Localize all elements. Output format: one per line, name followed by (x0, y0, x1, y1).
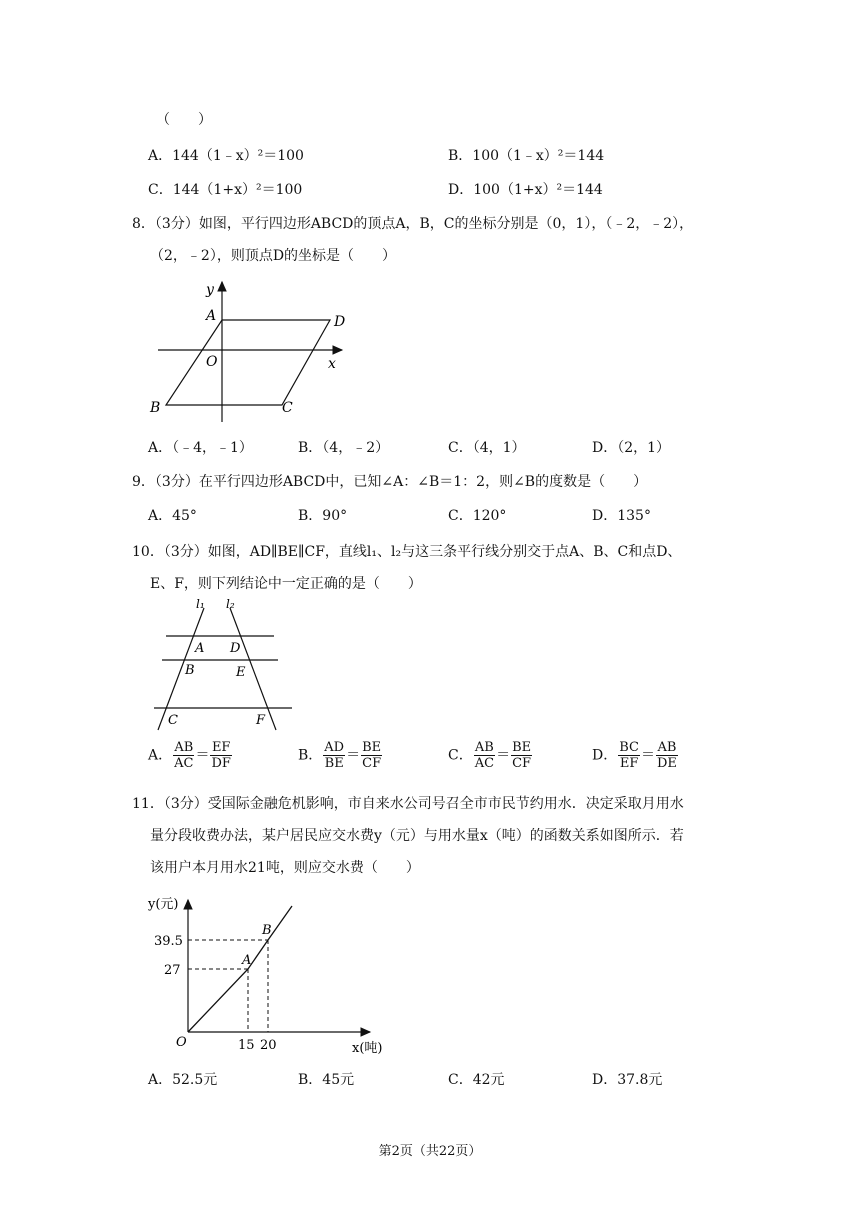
q11-option-b: B．45元 (298, 1072, 355, 1088)
q8-label-y: y (206, 282, 214, 298)
q7-option-d: D．100（1+x）²＝144 (448, 182, 603, 198)
q8-label-b: B (150, 400, 161, 416)
q10-label-f: F (256, 713, 266, 728)
q8-option-c: C．（4，1） (448, 440, 526, 456)
q10-parallel-lines-figure (148, 598, 298, 734)
q10-option-b: B． $\frac{AD}{BE}$ ＝ $\frac{BE}{CF}$ (298, 740, 382, 771)
q11-tick-20: 20 (260, 1038, 277, 1053)
q8-stem-line2: （2，﹣2），则顶点D的坐标是（ ） (150, 248, 397, 264)
q8-label-a: A (206, 308, 217, 324)
q7-option-c: C．144（1+x）²＝100 (148, 182, 303, 198)
q11-label-o: O (176, 1035, 187, 1050)
q11-label-a: A (242, 953, 252, 968)
fraction: $\frac{BE}{CF}$ (512, 740, 532, 771)
q8-option-b: B．（4，﹣2） (298, 440, 390, 456)
q11-water-fee-graph (140, 882, 390, 1058)
q10-label-c: C (168, 713, 178, 728)
q8-option-a: A．（﹣4，﹣1） (148, 440, 253, 456)
q8-label-c: C (282, 400, 293, 416)
q9-option-a: A．45° (148, 508, 197, 524)
q11-x-label: x(吨) (352, 1041, 383, 1056)
fraction: $\frac{AB}{AC}$ (174, 740, 194, 771)
q10-option-d: D． $\frac{BC}{EF}$ ＝ $\frac{AB}{DE}$ (592, 740, 677, 771)
q11-tick-395: 39.5 (154, 934, 183, 949)
fraction: $\frac{BC}{EF}$ (619, 740, 639, 771)
q10-label-l1: l₁ (196, 598, 205, 611)
q8-parallelogram (166, 320, 330, 405)
fraction: $\frac{BE}{CF}$ (362, 740, 382, 771)
q7-option-b: B．100（1﹣x）²＝144 (448, 148, 605, 164)
q9-stem: 9．（3分）在平行四边形ABCD中，已知∠A：∠B＝1：2，则∠B的度数是（ ） (132, 474, 648, 490)
q8-parallelogram-figure (140, 276, 360, 426)
q10-option-c: C． $\frac{AB}{AC}$ ＝ $\frac{BE}{CF}$ (448, 740, 532, 771)
q8-stem-line1: 8．（3分）如图，平行四边形ABCD的顶点A，B，C的坐标分别是（0，1），（﹣2，﹣2）， (132, 216, 694, 232)
q10-label-a: A (195, 641, 205, 656)
q7-paren: （ ） (156, 112, 212, 128)
q9-option-b: B．90° (298, 508, 348, 524)
fraction: $\frac{AB}{DE}$ (656, 740, 677, 771)
fraction: $\frac{EF}{DF}$ (211, 740, 231, 771)
q10-label-l2: l₂ (226, 598, 235, 611)
fraction: $\frac{AB}{AC}$ (474, 740, 495, 771)
q10-stem-line1: 10．（3分）如图，AD∥BE∥CF，直线l₁、l₂与这三条平行线分别交于点A、B、C和点D、 (132, 544, 682, 560)
q11-stem-line2: 量分段收费办法，某户居民应交水费y（元）与用水量x（吨）的函数关系如图所示．若 (150, 828, 684, 844)
q7-option-a: A．144（1﹣x）²＝100 (148, 148, 304, 164)
q8-label-x: x (328, 356, 336, 372)
q9-option-c: C．120° (448, 508, 507, 524)
q11-option-d: D．37.8元 (592, 1072, 663, 1088)
q10-option-a: A． $\frac{AB}{AC}$ ＝ $\frac{EF}{DF}$ (148, 740, 231, 771)
q11-y-label: y(元) (148, 897, 179, 912)
fraction: $\frac{AD}{BE}$ (324, 740, 345, 771)
q11-label-b: B (262, 923, 272, 938)
q11-tick-15: 15 (238, 1038, 255, 1053)
q10-label-b: B (185, 663, 195, 678)
page-footer: 第2页（共22页） (378, 1144, 482, 1159)
q11-option-a: A．52.5元 (148, 1072, 218, 1088)
q8-label-o: O (206, 354, 218, 370)
q10-line-l1 (158, 608, 204, 730)
q9-option-d: D．135° (592, 508, 651, 524)
q11-tick-27: 27 (164, 963, 181, 978)
q11-stem-line1: 11．（3分）受国际金融危机影响，市自来水公司号召全市市民节约用水．决定采取月用水 (132, 796, 684, 812)
q10-stem-line2: E、F，则下列结论中一定正确的是（ ） (150, 576, 422, 592)
q10-label-d: D (230, 641, 241, 656)
q11-stem-line3: 该用户本月用水21吨，则应交水费（ ） (150, 860, 420, 876)
q8-option-d: D．（2，1） (592, 440, 671, 456)
q8-label-d: D (334, 314, 346, 330)
q11-option-c: C．42元 (448, 1072, 505, 1088)
q10-label-e: E (236, 665, 246, 680)
